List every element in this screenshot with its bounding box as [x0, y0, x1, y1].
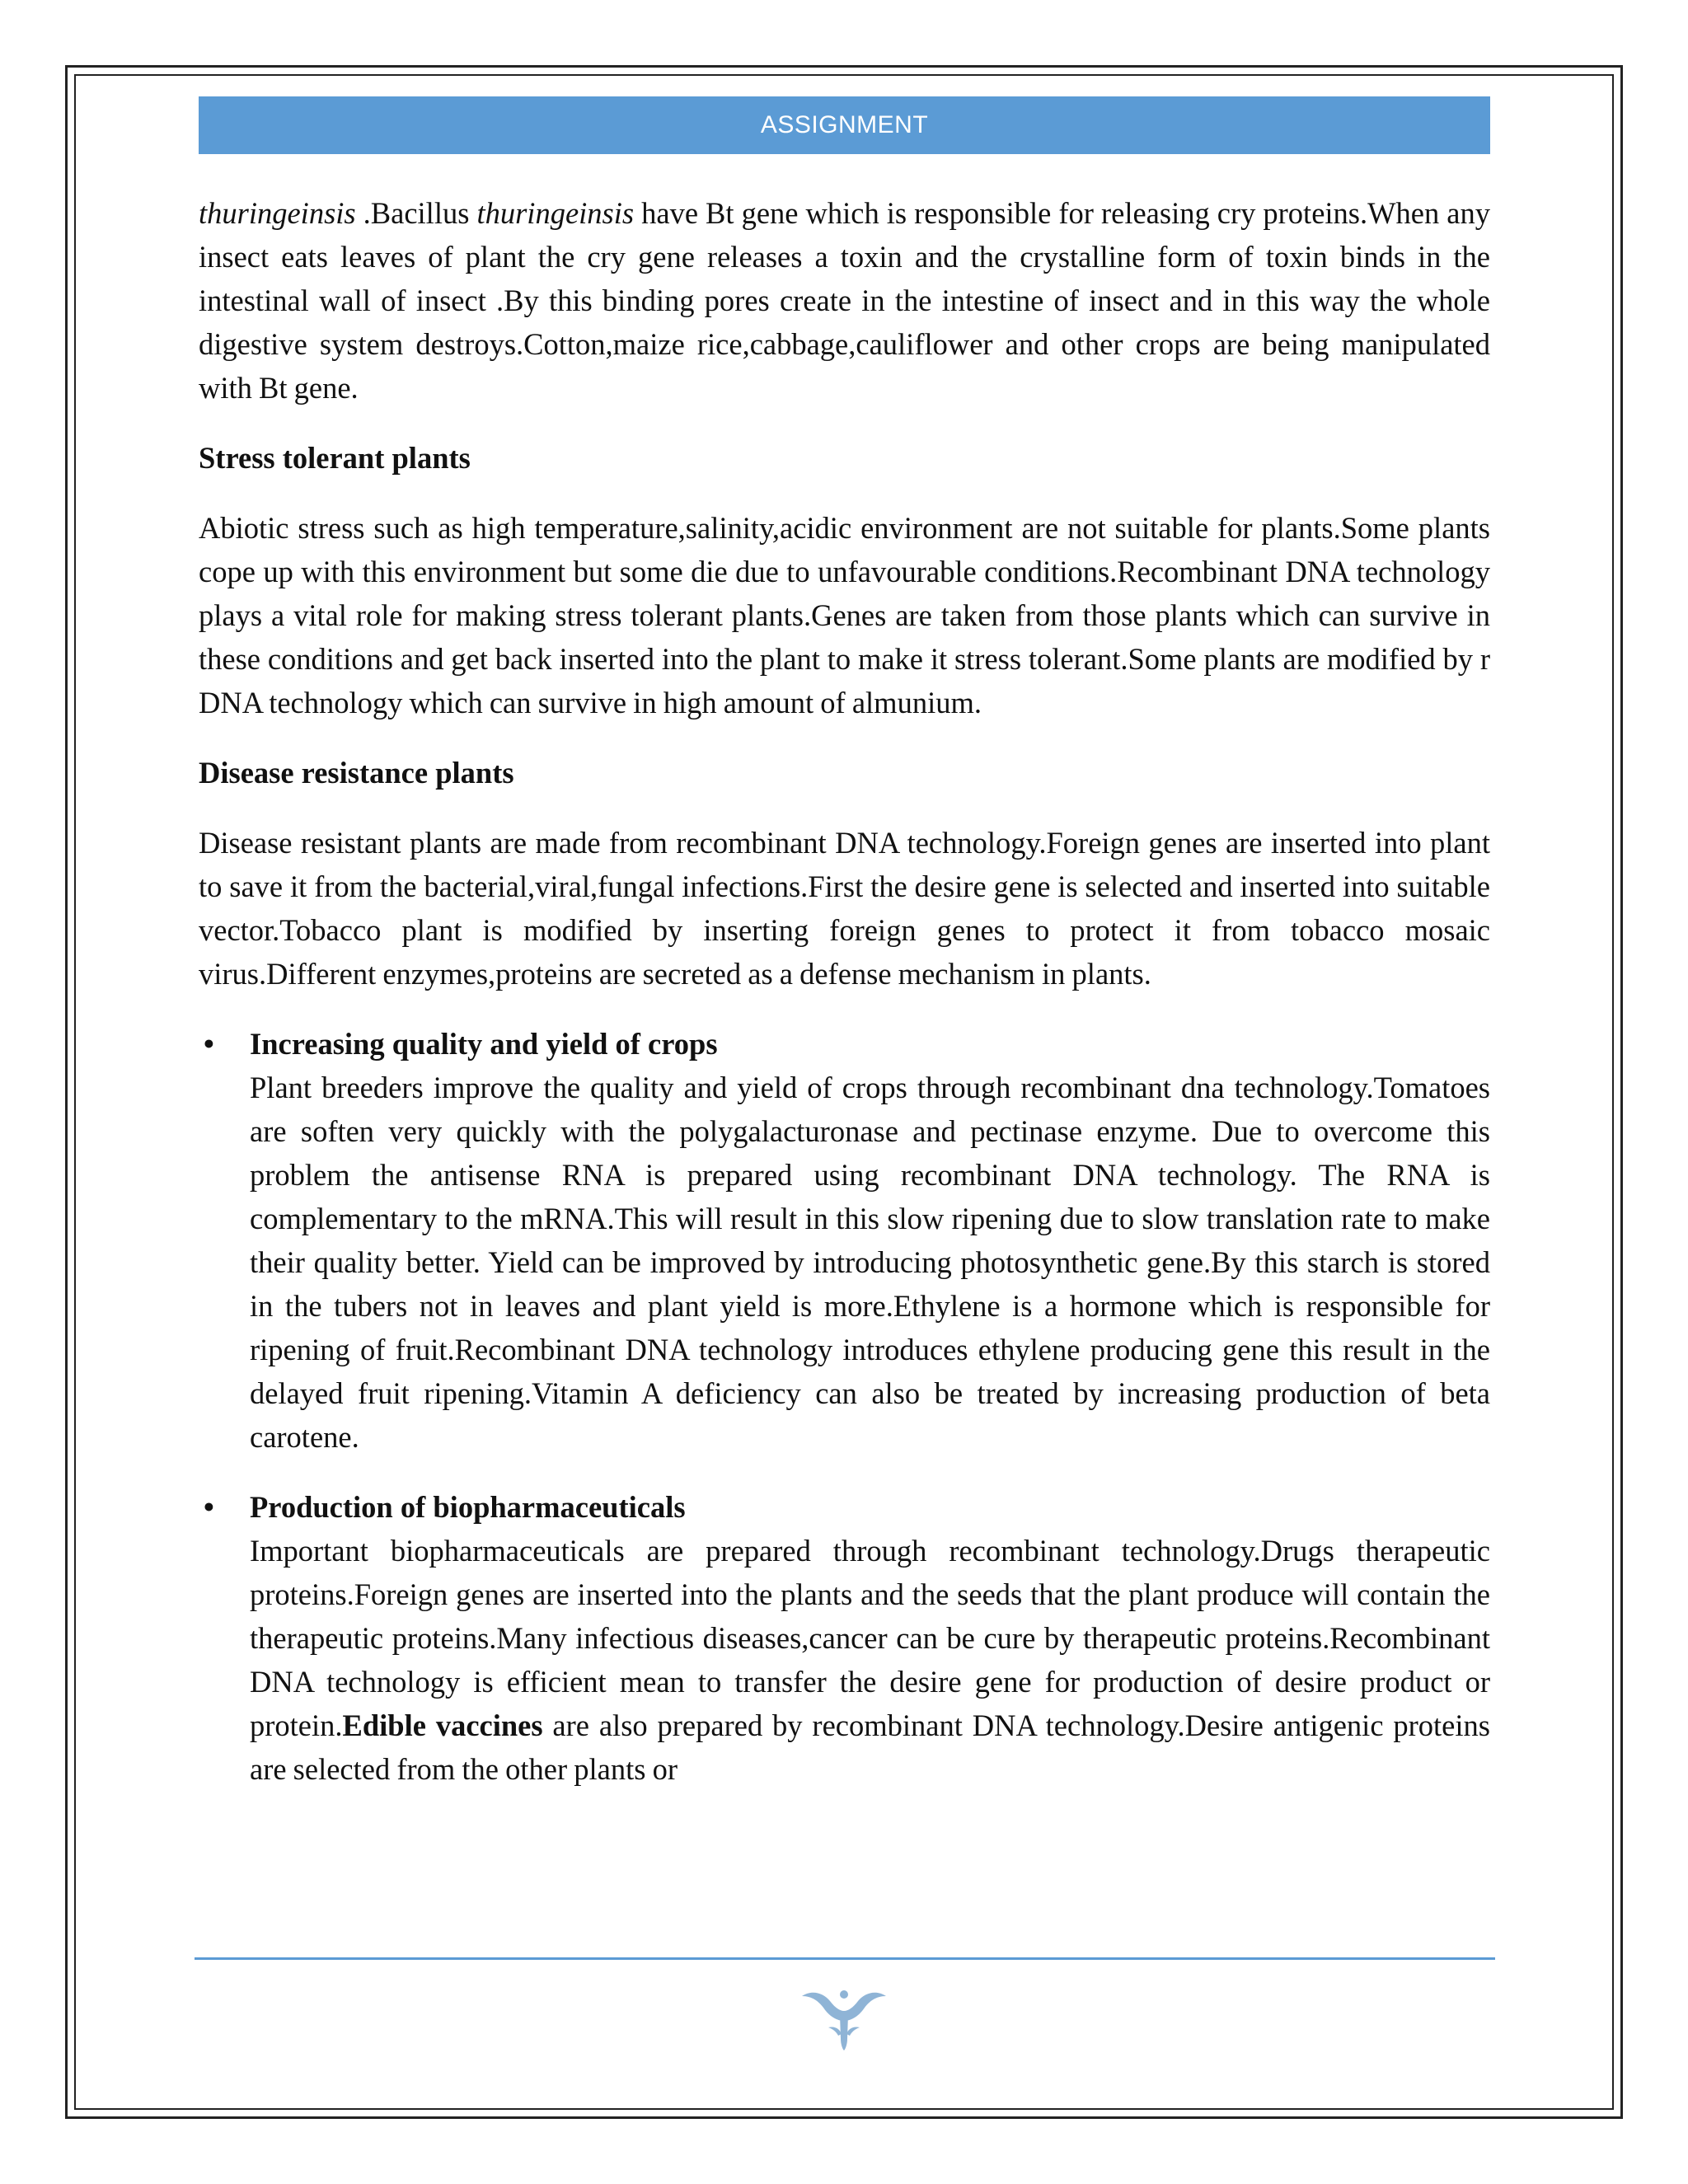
biopharma-bold-term: Edible vaccines	[342, 1708, 543, 1742]
footer-divider	[195, 1957, 1495, 1960]
intro-text-segment: .Bacillus	[355, 196, 477, 230]
fleur-logo-icon	[795, 1978, 893, 2052]
header-title: ASSIGNMENT	[760, 111, 929, 138]
quality-heading-line	[204, 1022, 1490, 1066]
quality-heading: Increasing quality and yield of crops	[250, 1027, 718, 1061]
intro-italic-term: thuringeinsis	[476, 196, 635, 230]
intro-paragraph	[199, 191, 1490, 410]
stress-paragraph: Abiotic stress such as high temperature,salinity,acidic environment are not suitable for plants.Some plants cope up with this environment but some die due to unfavourable conditions.Recombinant DNA technology plays a vital role for making stress tolerant plants.Genes are taken from those plants which can survive in these conditions and get back inserted into the plant to make it stress tolerant.Some plants are modified by r DNA technology which can survive in high amount of almunium.	[199, 511, 1490, 719]
biopharma-text-after: are also prepared by recombinant DNA technology.Desire antigenic proteins are selected from the other plants or	[250, 1708, 1490, 1786]
biopharma-paragraph	[250, 1529, 1490, 1791]
quality-paragraph: Plant breeders improve the quality and yield of crops through recombinant dna technology.Tomatoes are soften very quickly with the polygalacturonase and pectinase enzyme. Due to overcome this problem the antisense RNA is prepared using recombinant DNA technology. The RNA is complementary to the mRNA.This will result in this slow ripening due to slow translation rate to make their quality better. Yield can be improved by introducing photosynthetic gene.By this starch is stored in the tubers not in leaves and plant yield is more.Ethylene is a hormone which is responsible for ripening of fruit.Recombinant DNA technology introduces ethylene producing gene this result in the delayed fruit ripening.Vitamin A deficiency can also be treated by increasing production of beta carotene.	[250, 1071, 1490, 1454]
biopharma-text-before: Important biopharmaceuticals are prepared through recombinant technology.Drugs therapeutic proteins.Foreign genes are inserted into the plants and the seeds that the plant produce will contain the therapeutic proteins.Many infectious diseases,cancer can be cure by therapeutic proteins.Recombinant DNA technology is efficient mean to transfer the desire gene for production of desire product or protein.	[250, 1534, 1490, 1742]
header-bar	[199, 96, 1490, 154]
stress-heading: Stress tolerant plants	[199, 441, 471, 475]
intro-text-segment: have Bt gene which is responsible for releasing cry proteins.When any insect eats leaves of plant the cry gene releases a toxin and the crystalline form of toxin binds in the intestinal wall of insect .By this binding pores create in the intestine of insect and in this way the whole digestive system destroys.Cotton,maize rice,cabbage,cauliflower and other crops are being manipulated with Bt gene.	[199, 196, 1490, 405]
biopharma-section	[199, 1485, 1490, 1791]
bullet-icon: •	[204, 1490, 214, 1524]
intro-italic-term: thuringeinsis	[199, 196, 356, 230]
disease-heading: Disease resistance plants	[199, 756, 514, 790]
document-content	[199, 191, 1490, 1791]
biopharma-heading-line	[204, 1485, 1490, 1529]
biopharma-heading: Production of biopharmaceuticals	[250, 1490, 686, 1524]
quality-section	[199, 1022, 1490, 1459]
bullet-icon: •	[204, 1027, 214, 1061]
disease-paragraph: Disease resistant plants are made from recombinant DNA technology.Foreign genes are inserted into plant to save it from the bacterial,viral,fungal infections.First the desire gene is selected and inserted into suitable vector.Tobacco plant is modified by inserting foreign genes to protect it from tobacco mosaic virus.Different enzymes,proteins are secreted as a defense mechanism in plants.	[199, 826, 1490, 991]
